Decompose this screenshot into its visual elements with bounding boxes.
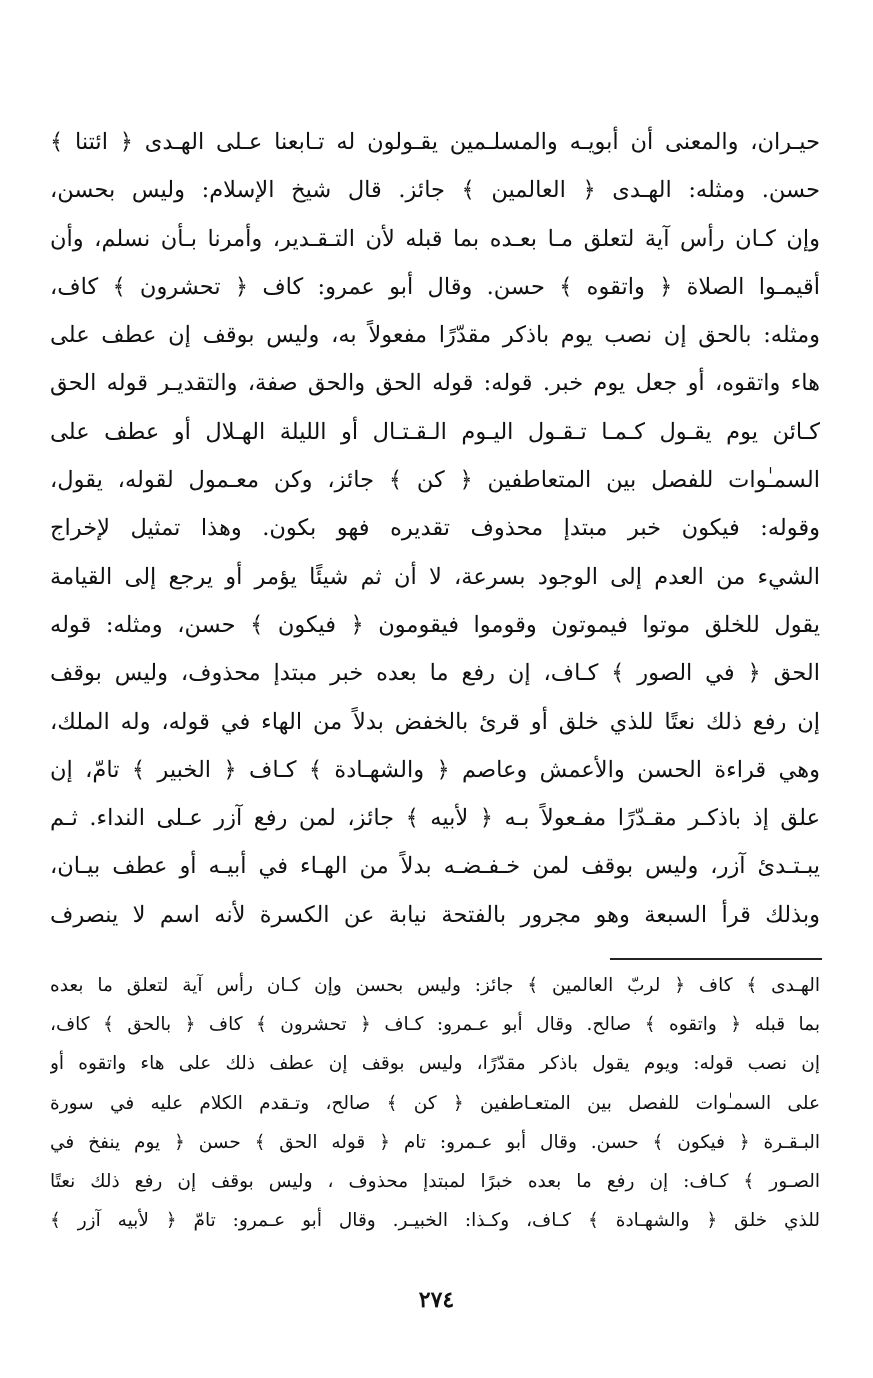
footnote-line: بما قبله ﴿ واتقوه ﴾ صالح. وقال أبو عـمرو: كـاف ﴿ تحشرون ﴾ كاف ﴿ بالحق ﴾ كاف، <box>50 1014 820 1036</box>
main-text-line: يبـتـدئ آزر، وليس بوقف لمن خـفـضـه بدلاً من الهـاء في أبيـه أو عطف بيـان، <box>50 853 820 880</box>
main-text-line: وإن كـان رأس آية لتعلق مـا بعـده بما قبله لأن التـقـدير، وأمرنا بـأن نسلم، وأن <box>50 225 820 252</box>
main-text-line: حسن. ومثله: الهـدى ﴿ العالمين ﴾ جائز. قال شيخ الإسلام: وليس بحسن، <box>50 177 820 204</box>
main-text-block <box>50 118 820 939</box>
main-text-line: كـائن يوم يقـول كـمـا تـقـول اليـوم الـقـتـال أو الليلة الهـلال أو عطف على <box>50 418 820 445</box>
main-text-line: وقوله: فيكون خبر مبتدإ محذوف تقديره فهو بكون. وهذا تمثيل لإخراج <box>50 515 820 542</box>
main-text-line: حيـران، والمعنى أن أبويـه والمسلـمين يقـولون له تـابعنا عـلى الهـدى ﴿ ائتنا ﴾ <box>50 129 820 155</box>
main-text-line: الحق ﴿ في الصور ﴾ كـاف، إن رفع ما بعده خبر مبتدإ محذوف، وليس بوقف <box>50 660 820 687</box>
main-text-line: إن رفع ذلك نعتًا للذي خلق أو قرئ بالخفض بدلاً من الهاء في قوله، وله الملك، <box>50 708 820 735</box>
main-text-line: ومثله: بالحق إن نصب يوم باذكر مقدّرًا مفعولاً به، وليس بوقف إن عطف على <box>50 322 820 349</box>
main-text-line: هاء واتقوه، أو جعل يوم خبر. قوله: قوله الحق والحق صفة، والتقديـر قوله الحق <box>50 370 820 397</box>
footnote-line: الهـدى ﴾ كاف ﴿ لربّ العالمين ﴾ جائز: وليس بحسن وإن كـان رأس آية لتعلق ما بعده <box>50 975 820 996</box>
main-text-line: أقيمـوا الصلاة ﴿ واتقوه ﴾ حسن. وقال أبو عمرو: كاف ﴿ تحشرون ﴾ كاف، <box>50 273 820 300</box>
main-text-line: يقول للخلق موتوا فيموتون وقوموا فيقومون ﴿ فيكون ﴾ حسن، ومثله: قوله <box>50 611 820 638</box>
main-text-line: السمـٰوات للفصل بين المتعاطفين ﴿ كن ﴾ جائز، وكن معـمول لقوله، يقول، <box>50 467 820 494</box>
footnote-line: الصـور ﴾ كـاف: إن رفع ما بعده خبرًا لمبتدإ محذوف ، وليس بوقف إن رفع ذلك نعتًا <box>50 1170 820 1192</box>
footnote-line: البـقـرة ﴿ فيكون ﴾ حسن. وقال أبو عـمرو: تام ﴿ قوله الحق ﴾ حسن ﴿ يوم ينفخ في <box>50 1131 820 1153</box>
footnote-divider <box>610 958 822 960</box>
footnotes-block <box>50 966 820 1240</box>
main-text-line: علق إذ باذكـر مقـدّرًا مفـعولاً بـه ﴿ لأبيه ﴾ جائز، لمن رفع آزر عـلى النداء. ثـم <box>50 805 820 832</box>
main-text-line: الشيء من العدم إلى الوجود بسرعة، لا أن ثم شيئًا يؤمر أو يرجع إلى القيامة <box>50 563 820 590</box>
footnote-line: على السمـٰوات للفصل بين المتعـاطفين ﴿ كن ﴾ صالح، وتـقدم الكلام عليه في سورة <box>50 1092 820 1114</box>
main-text-line: وبذلك قرأ السبعة وهو مجرور بالفتحة نيابة عن الكسرة لأنه اسم لا ينصرف <box>50 901 820 928</box>
page-number: ٢٧٤ <box>418 1287 455 1313</box>
footnote-line: إن نصب قوله: ويوم يقول باذكر مقدّرًا، وليس بوقف إن عطف ذلك على هاء واتقوه أو <box>50 1053 820 1075</box>
footnote-line: للذي خلق ﴿ والشهـادة ﴾ كـاف، وكـذا: الخبيـر. وقال أبو عـمرو: تامّ ﴿ لأبيه آزر ﴾ <box>50 1210 820 1232</box>
main-text-line: وهي قراءة الحسن والأعمش وعاصم ﴿ والشهـادة ﴾ كـاف ﴿ الخبير ﴾ تامّ، إن <box>50 756 820 783</box>
